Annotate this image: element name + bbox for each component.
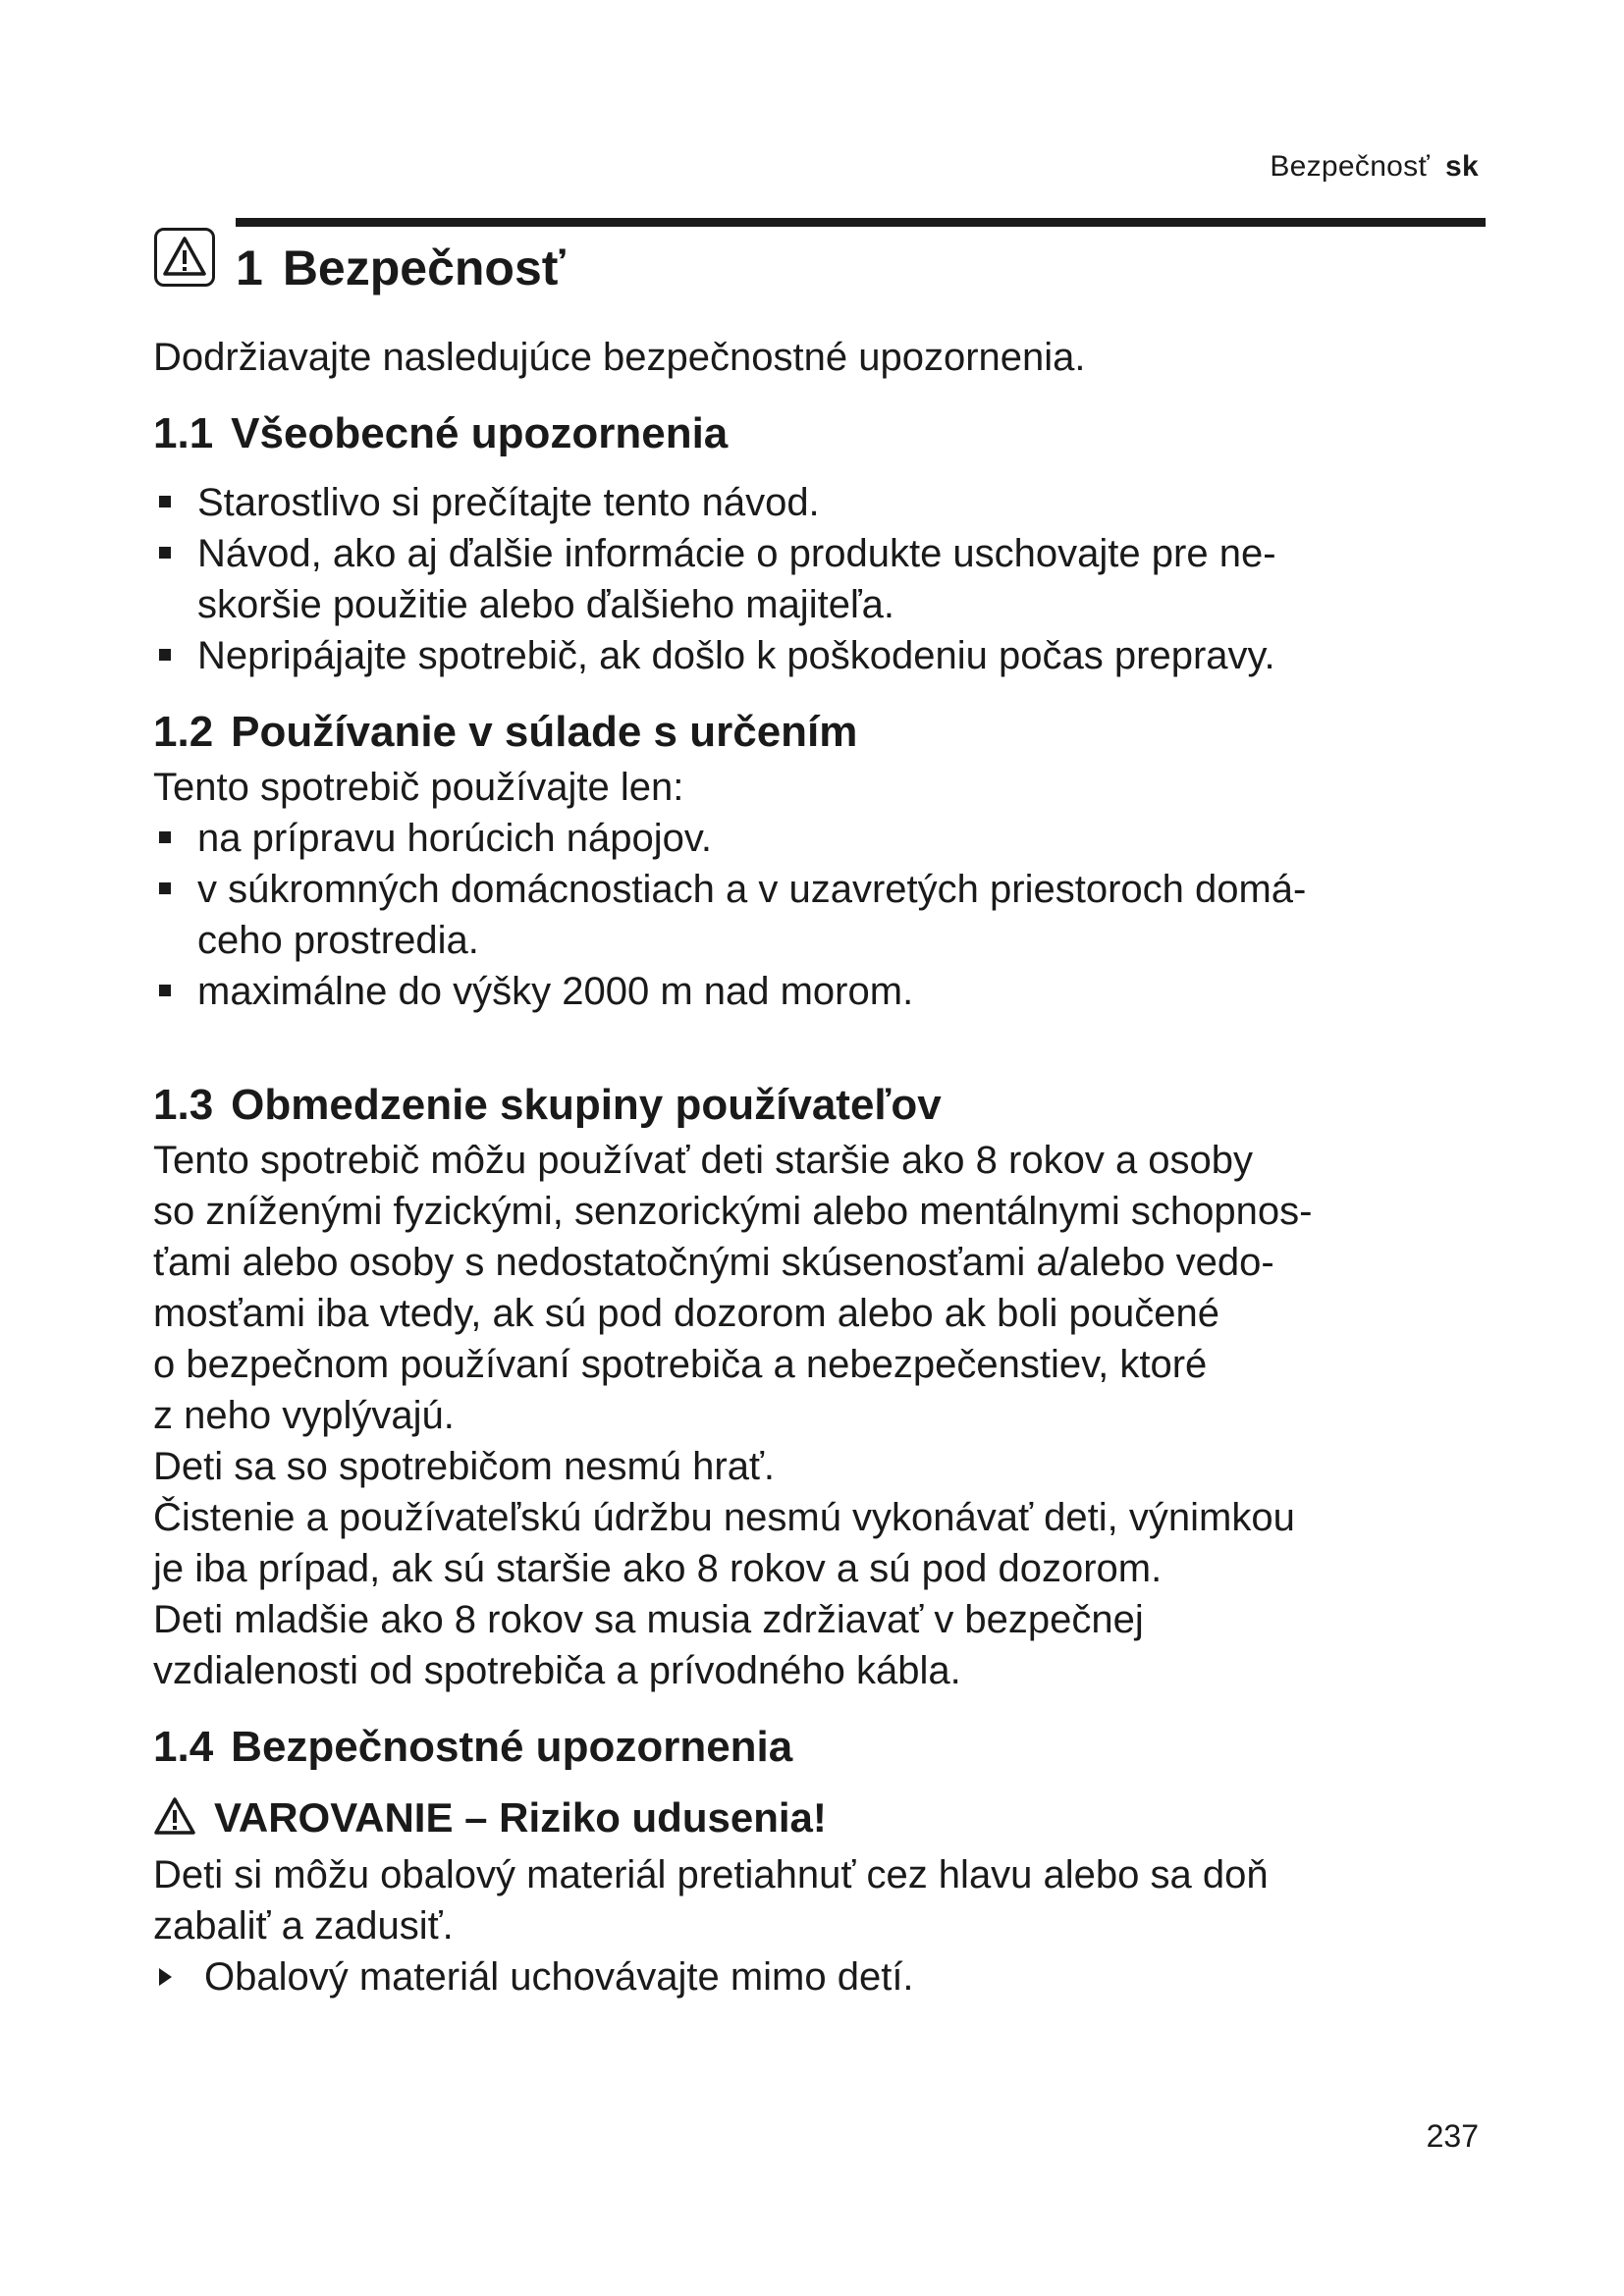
section-lead: Tento spotrebič používajte len: [153,766,684,809]
section-number: 1.1 [153,409,214,457]
section-title: Bezpečnostné upozornenia [231,1723,793,1771]
section-heading-1-2 [153,703,1489,762]
list-item-text: na prípravu horúcich nápojov. [197,817,713,860]
list-item-text: Starostlivo si prečítajte tento návod. [197,481,820,524]
list-item [153,528,1489,630]
warning-title: VAROVANIE – Riziko udusenia! [214,1794,827,1841]
intended-use-list [153,813,1489,1017]
bullet-square-icon [159,649,171,661]
section-number: 1.2 [153,708,214,756]
text-line: mosťami iba vtedy, ak sú pod dozorom alebo ak boli poučené [153,1292,1219,1335]
language-code: sk [1445,150,1479,183]
general-warnings-list [153,477,1489,681]
list-item-text: v súkromných domácnostiach a v uzavretých priestoroch domá- [197,868,1307,911]
list-item [153,477,1489,528]
list-item [153,966,1489,1017]
step-arrow-icon [159,1968,172,1986]
page-content [153,332,1489,2002]
step-text: Obalový materiál uchovávajte mimo detí. [204,1955,914,1999]
text-line: Tento spotrebič môžu používať deti staršie ako 8 rokov a osoby [153,1139,1254,1182]
text-line: Deti sa so spotrebičom nesmú hrať. [153,1445,776,1488]
page-number: 237 [1426,2118,1479,2154]
section-heading-1-4 [153,1718,1489,1777]
section-number: 1.3 [153,1081,214,1129]
user-restrictions-text [153,1135,1489,1696]
text-line: Čistenie a používateľskú údržbu nesmú vykonávať deti, výnimkou [153,1496,1295,1539]
warning-heading [153,1790,1489,1849]
chapter-title [236,234,566,302]
list-item [153,630,1489,681]
bullet-square-icon [159,882,171,894]
text-line: so zníženými fyzickými, senzorickými alebo mentálnymi schopnos- [153,1190,1313,1233]
section-number: 1.4 [153,1723,214,1771]
list-item [153,813,1489,864]
bullet-square-icon [159,831,171,843]
running-header [1270,150,1479,184]
list-item-text: maximálne do výšky 2000 m nad morom. [197,970,914,1013]
chapter-number: 1 [236,240,263,295]
section-heading-1-3 [153,1076,1489,1135]
chapter-rule [236,218,1486,227]
text-line: Deti mladšie ako 8 rokov sa musia zdržiavať v bezpečnej [153,1598,1144,1641]
text-line: je iba prípad, ak sú staršie ako 8 rokov a sú pod dozorom. [153,1547,1163,1590]
section-title: Obmedzenie skupiny používateľov [231,1081,942,1129]
chapter-title-text: Bezpečnosť [282,240,566,295]
list-item-text: ceho prostredia. [197,919,479,962]
list-item-text: Návod, ako aj ďalšie informácie o produkte uschovajte pre ne- [197,532,1276,575]
list-item [153,864,1489,966]
text-line: vzdialenosti od spotrebiča a prívodného kábla. [153,1649,961,1692]
text-line: o bezpečnom používaní spotrebiča a nebezpečenstiev, ktoré [153,1343,1208,1386]
list-item-text: skoršie použitie alebo ďalšieho majiteľa. [197,583,894,626]
bullet-square-icon [159,547,171,559]
bullet-square-icon [159,985,171,996]
section-title: Všeobecné upozornenia [231,409,729,457]
bullet-square-icon [159,496,171,507]
section-title: Používanie v súlade s určením [231,708,858,756]
section-heading-1-1 [153,404,1489,463]
list-item-text: Nepripájajte spotrebič, ak došlo k poškodeniu počas prepravy. [197,634,1275,677]
warning-triangle-icon [154,228,215,287]
instruction-step [153,1951,1489,2002]
intro-text: Dodržiavajte nasledujúce bezpečnostné upozornenia. [153,336,1086,379]
running-header-section: Bezpečnosť [1270,150,1431,183]
text-line: ťami alebo osoby s nedostatočnými skúsenosťami a/alebo vedo- [153,1241,1274,1284]
warning-text [153,1849,1489,1951]
text-line: z neho vyplývajú. [153,1394,455,1437]
text-line: zabaliť a zadusiť. [153,1904,454,1948]
warning-triangle-icon [153,1794,196,1849]
text-line: Deti si môžu obalový materiál pretiahnuť cez hlavu alebo sa doň [153,1853,1269,1896]
